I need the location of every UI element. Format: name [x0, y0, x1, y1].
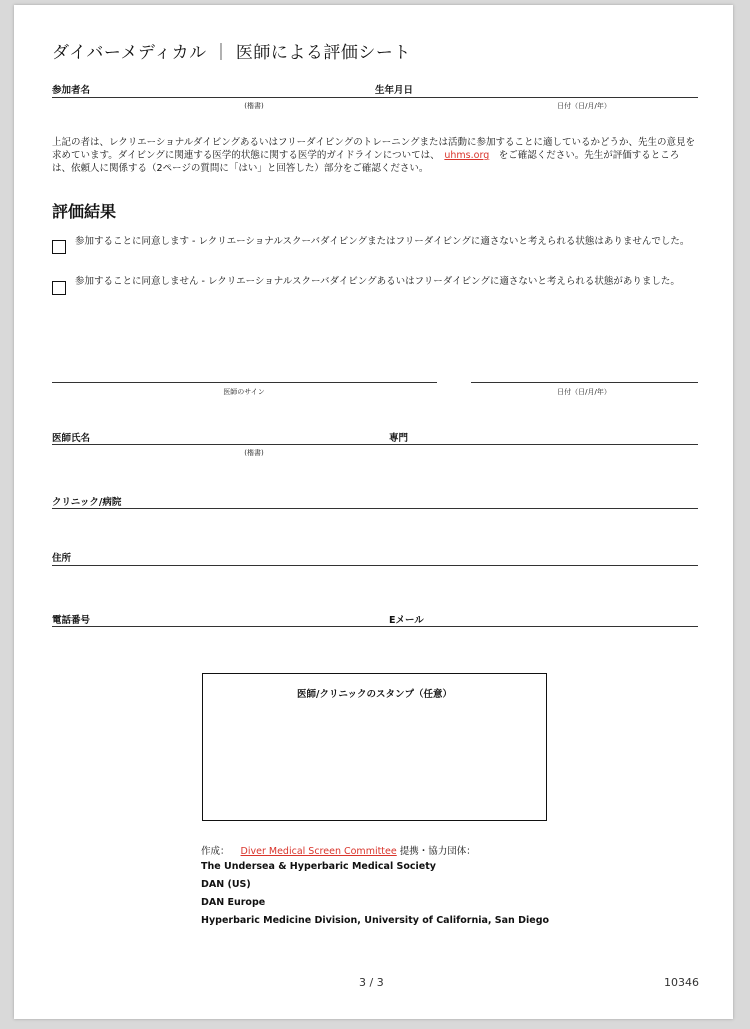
physician-line[interactable]	[52, 444, 698, 445]
org-uhms: The Undersea & Hyperbaric Medical Society	[201, 861, 436, 872]
deny-option-text: 参加することに同意しません - レクリエーショナルスクーバダイビングあるいはフリーダイビングに適さないと考えられる状態がありました。	[75, 276, 680, 287]
signature-date-sub: 日付（日/月/年）	[557, 388, 611, 396]
physician-name-label: 医師氏名	[52, 433, 91, 444]
approve-option-text: 参加することに同意します - レクリエーショナルスクーバダイビングまたはフリーダイビングに適さないと考えられる状態はありませんでした。	[75, 236, 690, 247]
org-dan-europe: DAN Europe	[201, 897, 266, 908]
dob-label: 生年月日	[375, 85, 414, 96]
physician-name-sub: (楷書)	[244, 449, 264, 457]
intro-text-after: をご確認ください。先生が評価するところは、依頼人に関係する（2ページの質問に「はい」と回答した）部分をご確認ください。	[52, 150, 680, 174]
signature-line[interactable]	[52, 382, 437, 383]
email-label: Eメール	[389, 615, 424, 626]
stamp-box	[202, 673, 547, 821]
stamp-label: 医師/クリニックのスタンプ（任意）	[297, 689, 452, 700]
approve-checkbox[interactable]	[52, 240, 66, 254]
clinic-line[interactable]	[52, 508, 698, 509]
specialty-label: 専門	[389, 433, 409, 444]
dob-sub: 日付（日/月/年）	[557, 102, 611, 110]
page-title: ダイバーメディカル ｜ 医師による評価シート	[52, 43, 411, 63]
address-line[interactable]	[52, 565, 698, 566]
org-dan-us: DAN (US)	[201, 879, 251, 890]
uhms-link[interactable]: uhms.org	[444, 150, 490, 161]
document-page	[14, 5, 733, 1019]
clinic-label: クリニック/病院	[52, 497, 122, 508]
intro-paragraph	[52, 136, 698, 175]
participant-name-sub: (楷書)	[244, 102, 264, 110]
participant-line	[52, 97, 698, 98]
org-ucsd: Hyperbaric Medicine Division, University of California, San Diego	[201, 915, 550, 926]
evaluation-heading: 評価結果	[52, 202, 117, 221]
phone-email-line[interactable]	[52, 626, 698, 627]
participant-name-label: 参加者名	[52, 85, 91, 96]
created-label: 作成：	[201, 846, 230, 857]
credits-created-line	[201, 843, 476, 857]
committee-link[interactable]: Diver Medical Screen Committee	[240, 846, 397, 857]
signature-sub: 医師のサイン	[223, 388, 265, 396]
intro-text: 上記の者は、レクリエーショナルダイビングあるいはフリーダイビングのトレーニングまたは活動に参加することに適しているかどうか、先生の意見を求めています。ダイビングに関連する医学的状態に関する医学的ガイドラインについては、	[52, 137, 696, 161]
deny-checkbox[interactable]	[52, 281, 66, 295]
form-code: 10346	[664, 976, 699, 989]
address-label: 住所	[52, 553, 72, 564]
phone-label: 電話番号	[52, 615, 91, 626]
signature-date-line[interactable]	[471, 382, 698, 383]
partners-label: 提携・協力団体：	[399, 846, 476, 857]
page-number: 3 / 3	[359, 976, 384, 989]
